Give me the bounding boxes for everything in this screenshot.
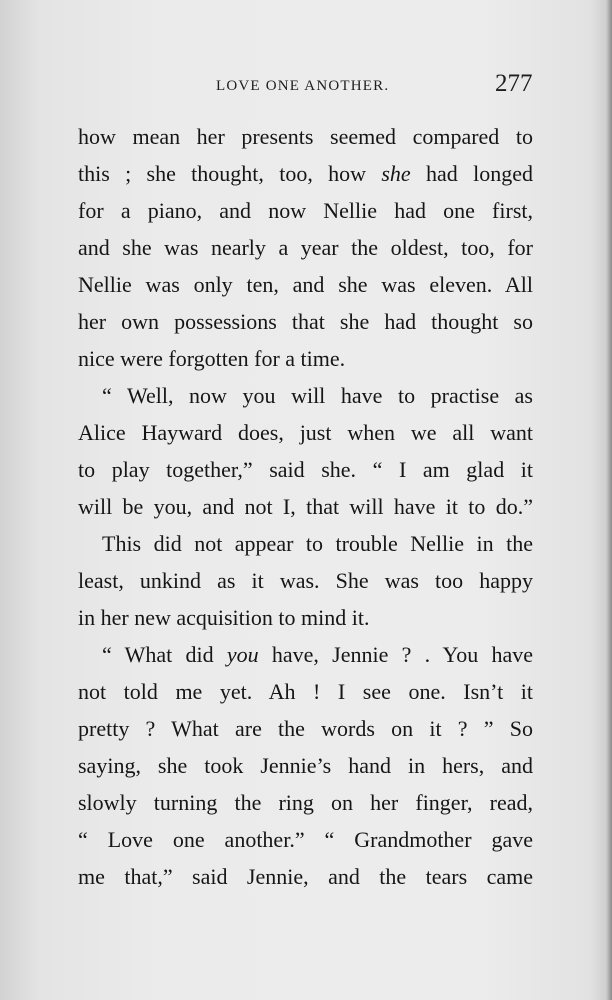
text-line: not told me yet. Ah ! I see one. Isn’t it — [78, 679, 533, 704]
running-title: LOVE ONE ANOTHER. — [216, 78, 390, 94]
text-line: to play together,” said she. “ I am glad it — [78, 457, 533, 482]
text-line: “ Love one another.” “ Grandmother gave — [78, 827, 533, 852]
text-line: slowly turning the ring on her finger, read, — [78, 790, 533, 815]
text-line: will be you, and not I, that will have it to do.” — [78, 494, 533, 519]
text-line: least, unkind as it was. She was too happy — [78, 568, 533, 593]
body-text — [78, 118, 533, 895]
text-line: for a piano, and now Nellie had one first, — [78, 198, 533, 223]
text-line: Alice Hayward does, just when we all want — [78, 420, 533, 445]
text-line: “ What did you have, Jennie ? . You have — [102, 642, 533, 667]
text-line: me that,” said Jennie, and the tears came — [78, 864, 533, 889]
text-line: Nellie was only ten, and she was eleven. All — [78, 272, 533, 297]
text-line: “ Well, now you will have to practise as — [102, 383, 533, 408]
text-line: This did not appear to trouble Nellie in the — [102, 531, 533, 556]
text-line: how mean her presents seemed compared to — [78, 124, 533, 149]
text-line: this ; she thought, too, how she had longed — [78, 161, 533, 186]
text-line: nice were forgotten for a time. — [78, 346, 346, 371]
text-line: pretty ? What are the words on it ? ” So — [78, 716, 533, 741]
text-line: and she was nearly a year the oldest, too, for — [78, 235, 533, 260]
text-line: her own possessions that she had thought so — [78, 309, 533, 334]
text-line: saying, she took Jennie’s hand in hers, and — [78, 753, 533, 778]
page-number: 277 — [495, 70, 533, 97]
text-line: in her new acquisition to mind it. — [78, 605, 370, 630]
page-edge-shadow — [606, 0, 612, 1000]
